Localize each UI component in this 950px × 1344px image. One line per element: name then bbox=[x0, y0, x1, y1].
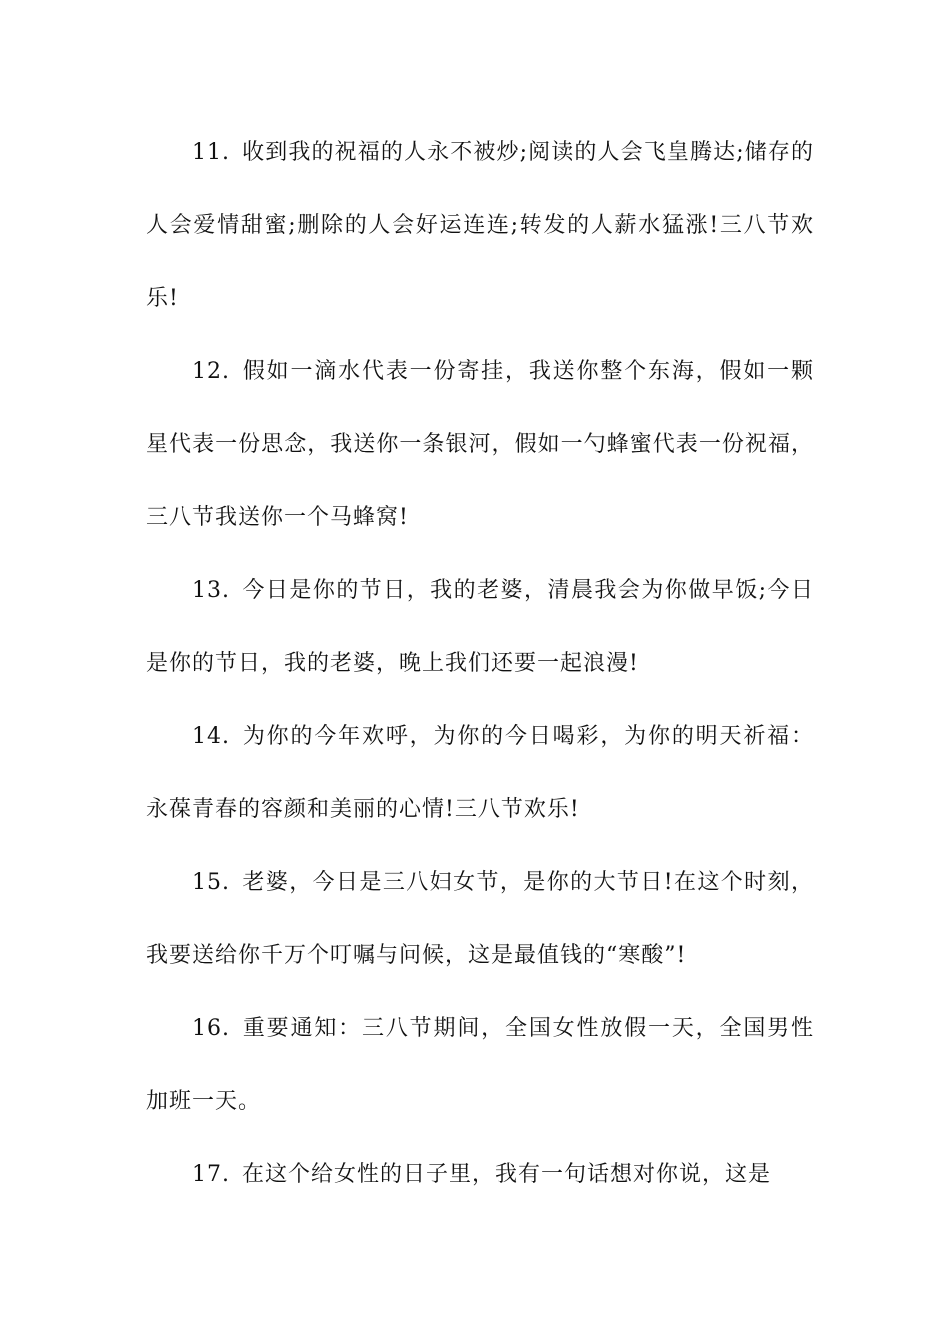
paragraph-text: 今日是你的节日，我的老婆，清晨我会为你做早饭;今日是你的节日，我的老婆，晚上我们还要一起浪漫! bbox=[146, 578, 814, 676]
paragraph-number: 16. bbox=[192, 1016, 230, 1041]
paragraph-14 bbox=[146, 700, 814, 846]
paragraph-text: 在这个给女性的日子里，我有一句话想对你说，这是 bbox=[242, 1162, 772, 1187]
paragraph-number: 15. bbox=[192, 870, 230, 895]
paragraph-text: 重要通知：三八节期间，全国女性放假一天，全国男性加班一天。 bbox=[146, 1016, 814, 1114]
paragraph-number: 12. bbox=[192, 359, 230, 384]
paragraph-text: 为你的今年欢呼，为你的今日喝彩，为你的明天祈福：永葆青春的容颜和美丽的心情!三八节欢乐! bbox=[146, 724, 814, 822]
paragraph-text: 收到我的祝福的人永不被炒;阅读的人会飞皇腾达;储存的人会爱情甜蜜;删除的人会好运连连;转发的人薪水猛涨!三八节欢乐! bbox=[146, 140, 814, 311]
paragraph-number: 13. bbox=[192, 578, 230, 603]
paragraph-text: 老婆，今日是三八妇女节，是你的大节日!在这个时刻，我要送给你千万个叮嘱与问候，这是最值钱的“寒酸”! bbox=[146, 870, 814, 968]
paragraph-number: 17. bbox=[192, 1162, 230, 1187]
paragraph-number: 14. bbox=[192, 724, 230, 749]
paragraph-16 bbox=[146, 992, 814, 1138]
paragraph-12 bbox=[146, 335, 814, 554]
paragraph-17 bbox=[146, 1138, 814, 1211]
paragraph-text: 假如一滴水代表一份寄挂，我送你整个东海，假如一颗星代表一份思念，我送你一条银河，假如一勺蜂蜜代表一份祝福，三八节我送你一个马蜂窝! bbox=[146, 359, 814, 530]
paragraph-11 bbox=[146, 116, 814, 335]
paragraph-number: 11. bbox=[192, 140, 230, 165]
paragraph-13 bbox=[146, 554, 814, 700]
document-body bbox=[146, 116, 814, 1211]
paragraph-15 bbox=[146, 846, 814, 992]
